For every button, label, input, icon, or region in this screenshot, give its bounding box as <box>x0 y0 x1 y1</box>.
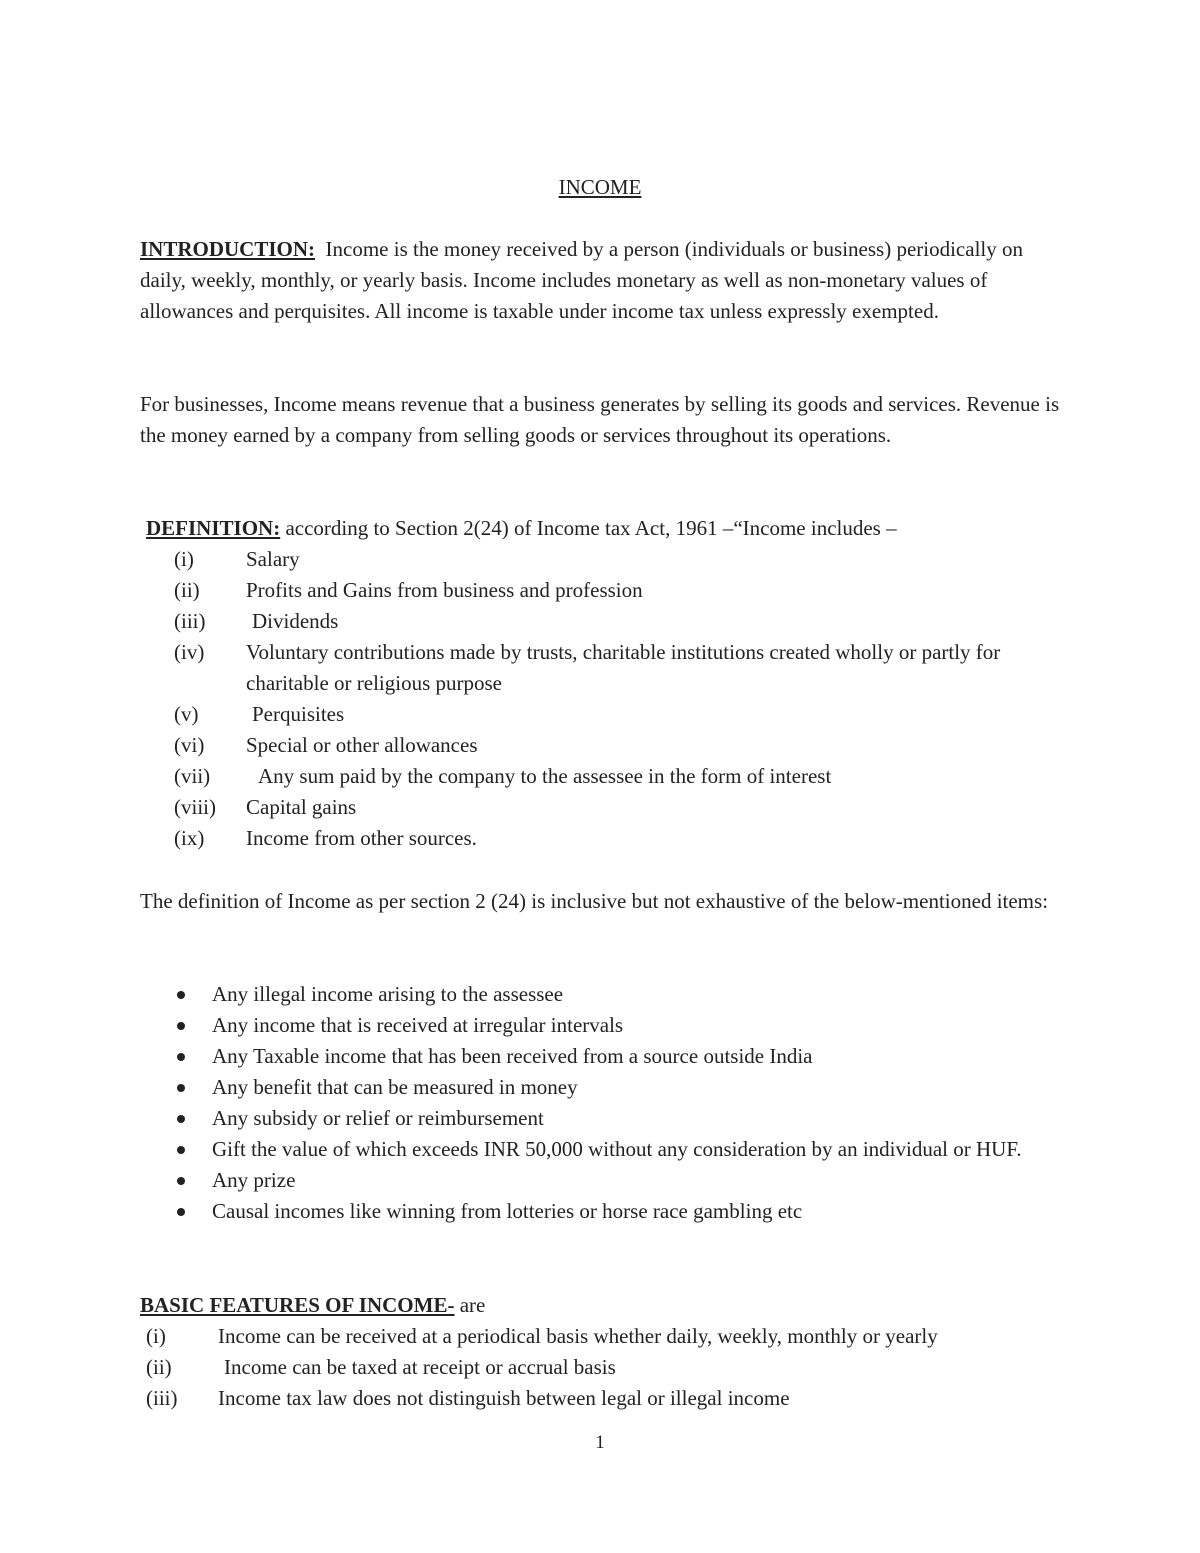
list-item <box>174 637 1054 699</box>
list-item-text: Perquisites <box>252 702 345 726</box>
list-item <box>170 1041 1050 1072</box>
bullet-icon <box>170 1072 212 1103</box>
list-item-number: (viii) <box>174 795 216 819</box>
list-item-text: Any income that is received at irregular intervals <box>212 1013 624 1037</box>
list-item-number: (iii) <box>174 609 206 633</box>
list-item <box>174 544 1054 575</box>
page-number: 1 <box>595 1432 605 1453</box>
list-item <box>170 1010 1050 1041</box>
list-item-text: Any Taxable income that has been received from a source outside India <box>212 1044 813 1068</box>
bullet-icon <box>170 979 212 1010</box>
list-item-text: Voluntary contributions made by trusts, charitable institutions created wholly or partly for charitable or religious purpose <box>246 640 1001 695</box>
list-item <box>174 792 1054 823</box>
bullet-icon <box>170 1010 212 1041</box>
list-item-number: (v) <box>174 702 199 726</box>
list-item-text: Any subsidy or relief or reimbursement <box>212 1106 544 1130</box>
list-item <box>174 575 1054 606</box>
list-item <box>170 1072 1050 1103</box>
features-list <box>146 1321 1046 1414</box>
list-item <box>174 606 1054 637</box>
list-item-number: (vi) <box>174 733 205 757</box>
list-item-text: Income tax law does not distinguish between legal or illegal income <box>218 1386 790 1410</box>
bullet-icon <box>170 1134 212 1165</box>
introduction-heading: INTRODUCTION: <box>140 237 316 261</box>
inclusive-paragraph: The definition of Income as per section 2 (24) is inclusive but not exhaustive of the below-mentioned items: <box>140 889 1049 913</box>
list-item-text: Income can be received at a periodical basis whether daily, weekly, monthly or yearly <box>218 1324 938 1348</box>
list-item-text: Any illegal income arising to the assessee <box>212 982 564 1006</box>
bullet-icon <box>170 1041 212 1072</box>
list-item-number: (ix) <box>174 826 205 850</box>
list-item <box>170 1103 1050 1134</box>
definition-list <box>174 544 1054 854</box>
list-item-number: (ii) <box>146 1355 172 1379</box>
bullet-icon <box>170 1103 212 1134</box>
list-item <box>146 1321 1046 1352</box>
features-heading: BASIC FEATURES OF INCOME- <box>140 1293 455 1317</box>
bullet-icon <box>170 1165 212 1196</box>
list-item <box>146 1352 1046 1383</box>
list-item <box>170 1165 1050 1196</box>
list-item <box>174 823 1054 854</box>
list-item <box>170 1134 1050 1165</box>
page-title: INCOME <box>558 175 642 199</box>
list-item-number: (iii) <box>146 1386 178 1410</box>
definition-text: according to Section 2(24) of Income tax Act, 1961 –“Income includes – <box>285 516 897 540</box>
list-item-text: Any sum paid by the company to the assessee in the form of interest <box>258 764 832 788</box>
list-item-number: (iv) <box>174 640 205 664</box>
list-item-number: (i) <box>146 1324 166 1348</box>
features-suffix: are <box>459 1293 486 1317</box>
list-item-text: Profits and Gains from business and profession <box>246 578 643 602</box>
bullet-icon <box>170 1196 212 1227</box>
list-item <box>174 730 1054 761</box>
income-items-list <box>170 979 1050 1227</box>
list-item-text: Causal incomes like winning from lotteries or horse race gambling etc <box>212 1199 803 1223</box>
list-item-text: Special or other allowances <box>246 733 478 757</box>
list-item-text: Gift the value of which exceeds INR 50,000 without any consideration by an individual or HUF. <box>212 1137 1022 1161</box>
definition-paragraph <box>146 513 1076 544</box>
list-item <box>170 1196 1050 1227</box>
list-item-text: Capital gains <box>246 795 357 819</box>
list-item <box>170 979 1050 1010</box>
list-item-text: Salary <box>246 547 300 571</box>
list-item <box>174 761 1054 792</box>
list-item <box>174 699 1054 730</box>
features-paragraph <box>140 1290 1070 1321</box>
list-item-text: Dividends <box>252 609 339 633</box>
definition-heading: DEFINITION: <box>146 516 281 540</box>
list-item <box>146 1383 1046 1414</box>
list-item-text: Income from other sources. <box>246 826 477 850</box>
list-item-text: Income can be taxed at receipt or accrual basis <box>224 1355 616 1379</box>
list-item-number: (i) <box>174 547 194 571</box>
list-item-number: (vii) <box>174 764 211 788</box>
list-item-number: (ii) <box>174 578 200 602</box>
introduction-text: Income is the money received by a person (individuals or business) periodically on daily, weekly, monthly, or yearly basis. Income includes monetary as well as non-monetary values of allowances and perquisites. All income is taxable under income tax unless expressly exempted. <box>140 237 1023 323</box>
list-item-text: Any prize <box>212 1168 296 1192</box>
list-item-text: Any benefit that can be measured in money <box>212 1075 578 1099</box>
businesses-paragraph: For businesses, Income means revenue that a business generates by selling its goods and services. Revenue is the money earned by a company from selling goods or services throughout its operations. <box>140 392 1060 447</box>
introduction-paragraph <box>140 234 1070 327</box>
